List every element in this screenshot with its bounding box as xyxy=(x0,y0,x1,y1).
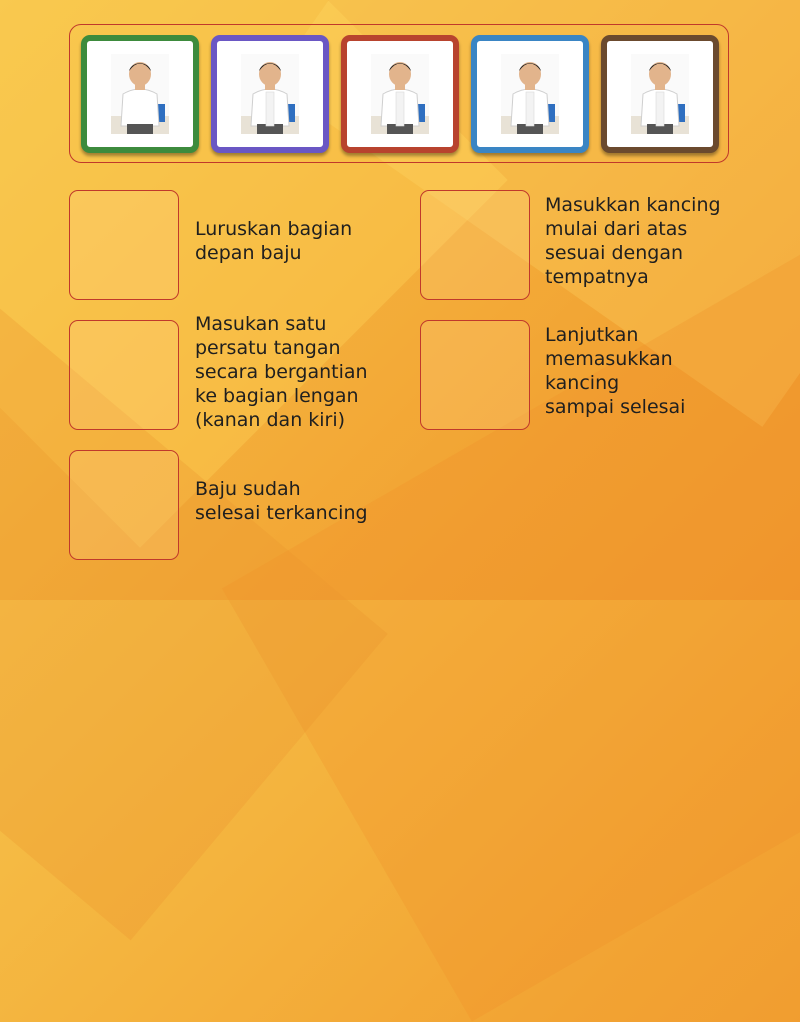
image-card-2[interactable] xyxy=(211,35,329,153)
card-photo-2 xyxy=(241,54,299,134)
drop-slot-4[interactable] xyxy=(420,190,530,300)
image-card-4[interactable] xyxy=(471,35,589,153)
child-illustration xyxy=(241,54,299,134)
step-label-1: Luruskan bagian depan baju xyxy=(195,218,353,264)
step-label-2: Masukan satu persatu tangan secara bergantian ke bagian lengan (kanan dan kiri) xyxy=(195,313,368,431)
child-illustration xyxy=(501,54,559,134)
step-label-5: Lanjutkan memasukkan kancing sampai selesai xyxy=(545,324,686,418)
card-photo-1 xyxy=(111,54,169,134)
image-card-1[interactable] xyxy=(81,35,199,153)
image-card-3[interactable] xyxy=(341,35,459,153)
drop-slot-2[interactable] xyxy=(69,320,179,430)
child-illustration xyxy=(371,54,429,134)
child-illustration xyxy=(631,54,689,134)
step-label-4: Masukkan kancing mulai dari atas sesuai dengan tempatnya xyxy=(545,194,721,288)
card-photo-3 xyxy=(371,54,429,134)
drop-slot-3[interactable] xyxy=(69,450,179,560)
child-illustration xyxy=(111,54,169,134)
drop-slot-5[interactable] xyxy=(420,320,530,430)
drop-slot-1[interactable] xyxy=(69,190,179,300)
step-label-3: Baju sudah selesai terkancing xyxy=(195,478,368,524)
card-photo-5 xyxy=(631,54,689,134)
image-card-5[interactable] xyxy=(601,35,719,153)
card-photo-4 xyxy=(501,54,559,134)
